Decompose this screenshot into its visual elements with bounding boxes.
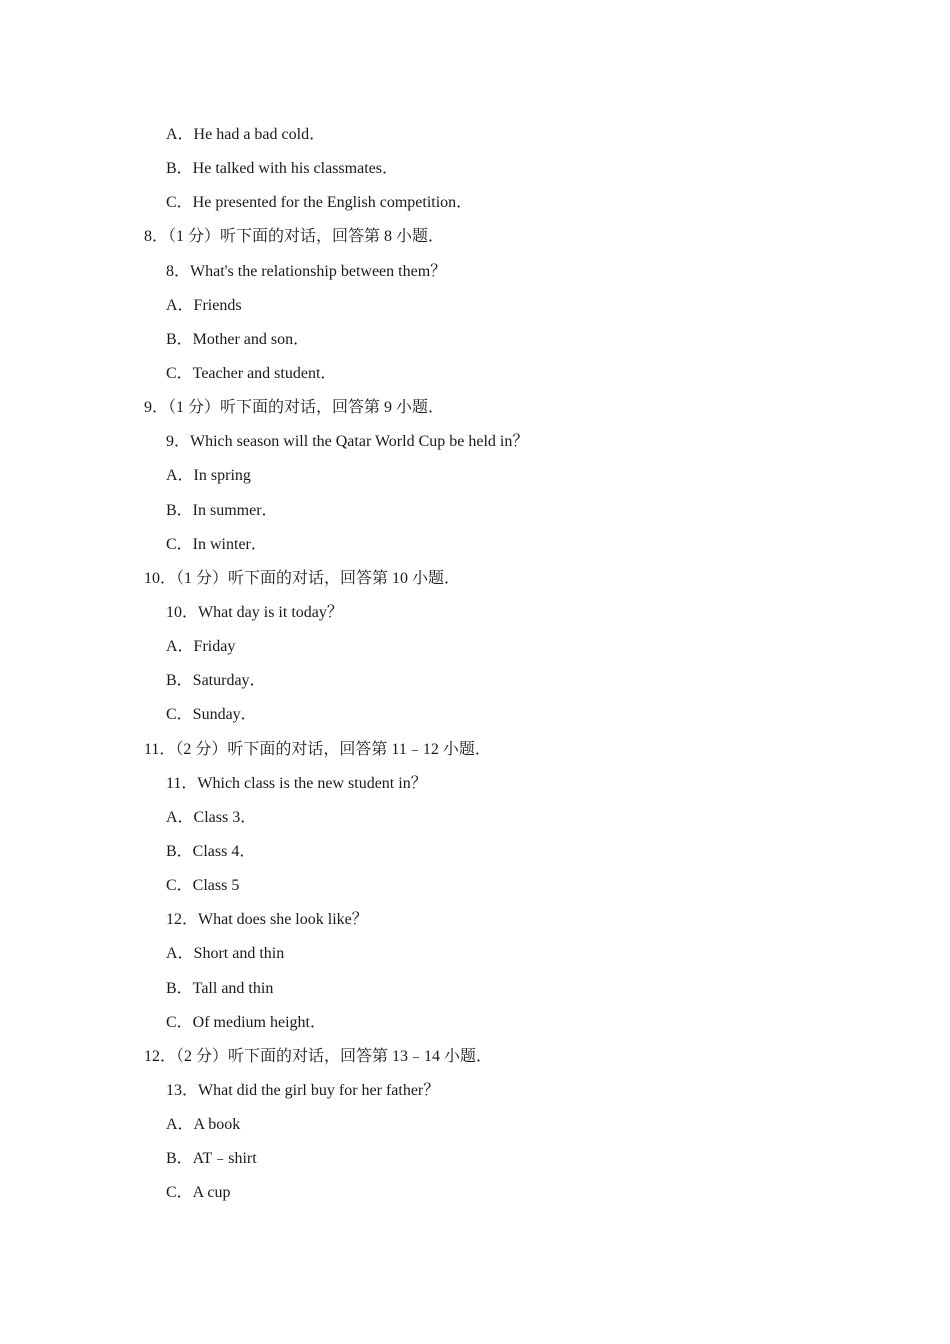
question-text: 10．What day is it today？: [166, 603, 343, 621]
question-text: 11．Which class is the new student in？: [166, 774, 427, 792]
section-instruction: 12．（2 分）听下面的对话，回答第 13﹣14 小题．: [144, 1047, 493, 1065]
answer-option: B．He talked with his classmates．: [166, 160, 398, 178]
question-text: 13．What did the girl buy for her father？: [166, 1081, 440, 1099]
answer-option: A．Short and thin: [166, 945, 285, 963]
answer-option: A．He had a bad cold．: [166, 126, 326, 143]
section-instruction: 11．（2 分）听下面的对话，回答第 11﹣12 小题．: [144, 740, 491, 758]
answer-option: B．In summer．: [166, 501, 278, 519]
answer-option: C．He presented for the English competition．: [166, 194, 473, 212]
answer-option: A．Friends: [166, 296, 242, 314]
exam-page: [0, 118, 950, 1211]
answer-option: A．Friday: [166, 638, 236, 656]
answer-option: C．Sunday．: [166, 706, 257, 724]
answer-option: B．Mother and son．: [166, 330, 310, 348]
answer-option: C．Teacher and student．: [166, 364, 337, 382]
answer-option: C．A cup: [166, 1184, 231, 1202]
question-text: 9．Which season will the Qatar World Cup be held in？: [166, 433, 529, 451]
answer-option: B．Class 4．: [166, 842, 256, 860]
answer-option: A．A book: [166, 1116, 241, 1134]
question-text: 8．What's the relationship between them？: [166, 262, 447, 280]
answer-option: A．In spring: [166, 467, 251, 485]
section-instruction: 10．（1 分）听下面的对话，回答第 10 小题．: [144, 569, 461, 587]
answer-option: B．Tall and thin: [166, 979, 274, 997]
question-text: 12．What does she look like？: [166, 911, 368, 929]
answer-option: C．Class 5: [166, 877, 240, 895]
answer-option: B．Saturday．: [166, 672, 266, 690]
section-instruction: 8．（1 分）听下面的对话，回答第 8 小题．: [144, 228, 445, 246]
answer-option: C．In winter．: [166, 535, 267, 553]
answer-option: B．AT﹣shirt: [166, 1150, 257, 1168]
answer-option: C．Of medium height．: [166, 1013, 326, 1031]
section-instruction: 9．（1 分）听下面的对话，回答第 9 小题．: [144, 399, 445, 417]
answer-option: A．Class 3．: [166, 808, 257, 826]
